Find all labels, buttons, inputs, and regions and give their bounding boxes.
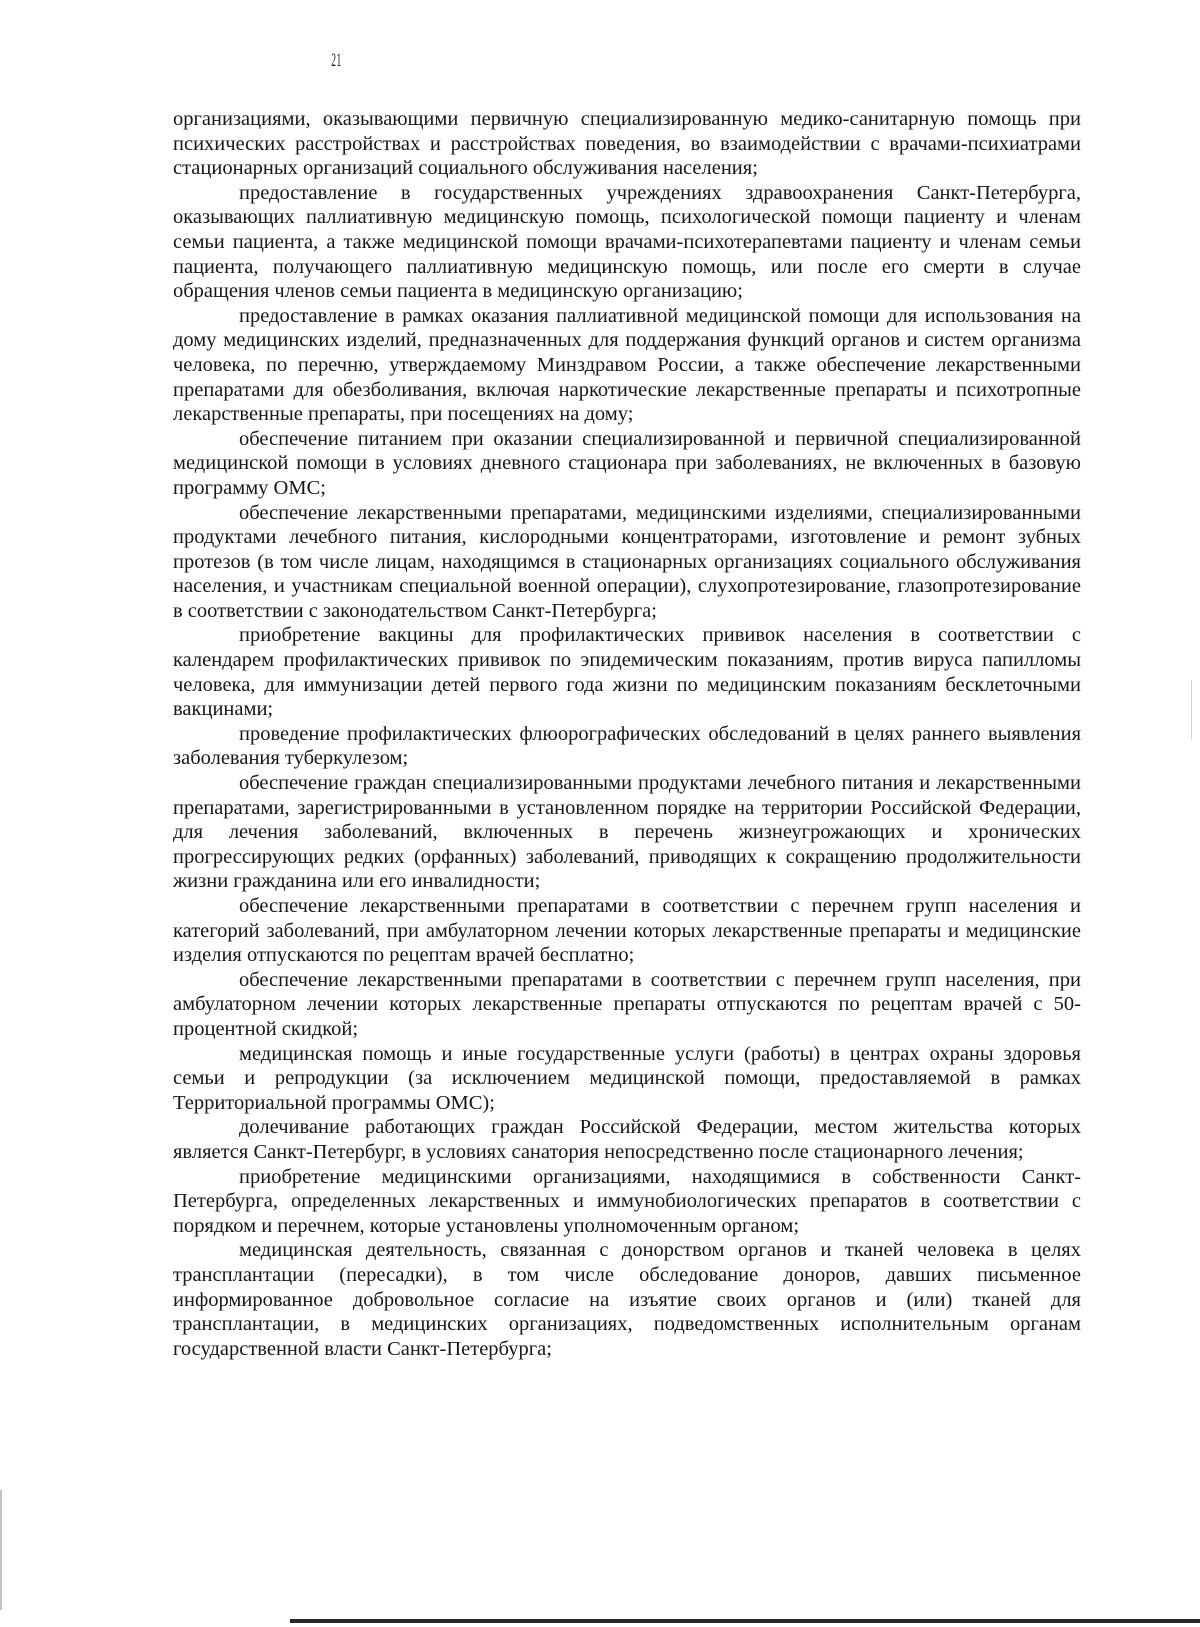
scan-edge-bottom xyxy=(290,1619,1200,1623)
paragraph: организациями, оказывающими первичную специализированную медико-санитарную помощь при психических расстройствах и расстройствах поведения, во взаимодействии с врачами-психиатрами стационарных организаций социального обслуживания населения; xyxy=(173,108,1081,180)
paragraph: обеспечение лекарственными препаратами в соответствии с перечнем групп населения и категорий заболеваний, при амбулаторном лечении которых лекарственные препараты и медицинские изделия отпускаются по рецептам врачей бесплатно; xyxy=(173,895,1081,967)
paragraph: проведение профилактических флюорографических обследований в целях раннего выявления заболевания туберкулезом; xyxy=(173,722,1081,770)
paragraph: обеспечение граждан специализированными продуктами лечебного питания и лекарственными препаратами, зарегистрированными в установленном порядке на территории Российской Федерации, для лечения заболеваний, включенных в перечень жизнеугрожающих и хронических прогрессирующих редких (орфанных) заболеваний, приводящих к сокращению продолжительности жизни гражданина или его инвалидности; xyxy=(173,772,1081,893)
paragraph: приобретение медицинскими организациями, находящимися в собственности Санкт-Петербурга, определенных лекарственных и иммунобиологических препаратов в соответствии с порядком и перечнем, которые установлены уполномоченным органом; xyxy=(173,1165,1081,1237)
paragraph: предоставление в государственных учреждениях здравоохранения Санкт-Петербурга, оказывающих паллиативную медицинскую помощь, психологической помощи пациенту и членам семьи пациента, а также медицинской помощи врачами-психотерапевтами пациенту и членам семьи пациента, получающего паллиативную медицинскую помощь, или после его смерти в случае обращения членов семьи пациента в медицинскую организацию; xyxy=(173,181,1081,303)
page-number: 21 xyxy=(331,50,342,71)
paragraph: долечивание работающих граждан Российской Федерации, местом жительства которых является Санкт-Петербург, в условиях санатория непосредственно после стационарного лечения; xyxy=(173,1116,1081,1163)
paragraph: приобретение вакцины для профилактических прививок населения в соответствии с календарем профилактических прививок по эпидемическим показаниям, против вируса папилломы человека, для иммунизации детей первого года жизни по медицинским показаниям бесклеточными вакцинами; xyxy=(173,624,1081,721)
paragraph: обеспечение питанием при оказании специализированной и первичной специализированной медицинской помощи в условиях дневного стационара при заболеваниях, не включенных в базовую программу ОМС; xyxy=(173,427,1081,499)
paragraph: медицинская деятельность, связанная с донорством органов и тканей человека в целях трансплантации (пересадки), в том числе обследование доноров, давших письменное информированное добровольное согласие на изъятие своих органов и (или) тканей для трансплантации, в медицинских организациях, подведомственных исполнительным органам государственной власти Санкт-Петербурга; xyxy=(173,1239,1081,1360)
paragraph: предоставление в рамках оказания паллиативной медицинской помощи для использования на дому медицинских изделий, предназначенных для поддержания функций органов и систем организма человека, по перечню, утверждаемому Минздравом России, а также обеспечение лекарственными препаратами для обезболивания, включая наркотические лекарственные препараты и психотропные лекарственные препараты, при посещениях на дому; xyxy=(173,304,1081,426)
paragraph: обеспечение лекарственными препаратами, медицинскими изделиями, специализированными продуктами лечебного питания, кислородными концентраторами, изготовление и ремонт зубных протезов (в том числе лицам, находящимся в стационарных организациях социального обслуживания населения, и участникам специальной военной операции), слухопротезирование, глазопротезирование в соответствии с законодательством Санкт-Петербурга; xyxy=(173,501,1081,622)
document-body xyxy=(173,107,1081,1361)
scan-edge-left xyxy=(0,1490,2,1610)
scan-edge-right xyxy=(1191,680,1192,740)
paragraph: обеспечение лекарственными препаратами в соответствии с перечнем групп населения, при амбулаторном лечении которых лекарственные препараты отпускаются по рецептам врачей с 50-процентной скидкой; xyxy=(173,968,1081,1040)
paragraph: медицинская помощь и иные государственные услуги (работы) в центрах охраны здоровья семьи и репродукции (за исключением медицинской помощи, предоставляемой в рамках Территориальной программы ОМС); xyxy=(173,1042,1081,1114)
